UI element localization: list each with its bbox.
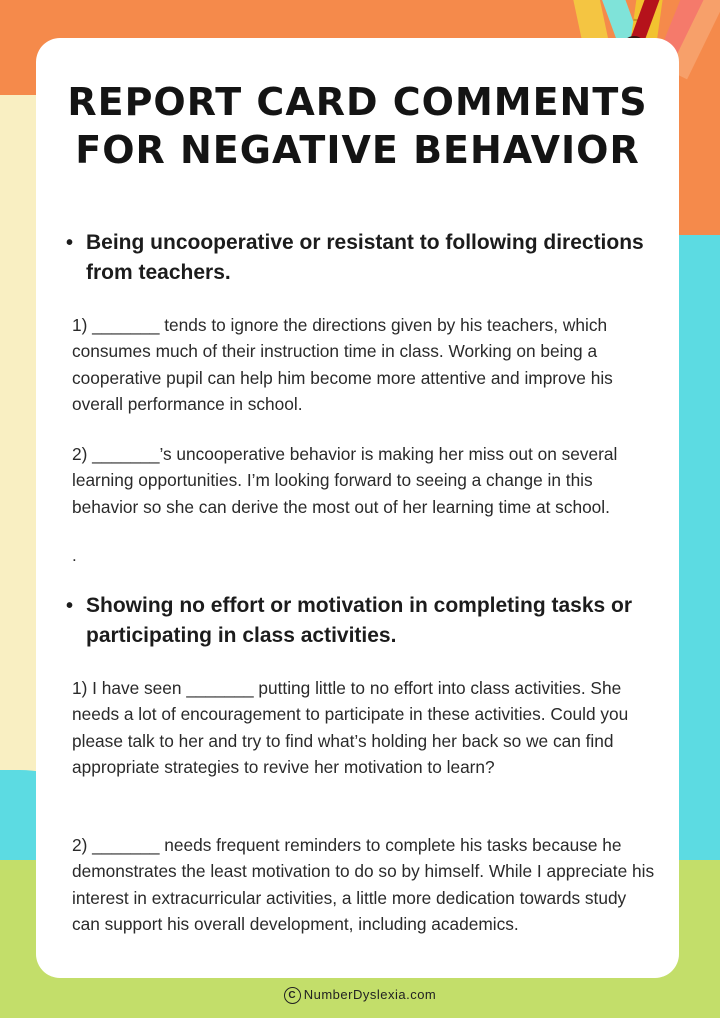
- page-title: [36, 78, 679, 174]
- footer-site-name: NumberDyslexia.com: [303, 987, 437, 1002]
- comment-no-effort-2: 2) _______ needs frequent reminders to complete his tasks because he demonstrates the least motivation to do so by himself. While I appreciate his interest in extracurricular activities, a little more dedication towards study can support his overall development, including academics.: [72, 835, 655, 934]
- report-card-panel: [36, 38, 679, 978]
- trailing-period: .: [72, 546, 77, 565]
- section-heading-no-effort: • Showing no effort or motivation in completing tasks or participating in class activities.: [86, 591, 666, 651]
- page-title-line-1: REPORT CARD COMMENTS: [67, 80, 648, 124]
- section-heading-uncooperative: • Being uncooperative or resistant to following directions from teachers.: [86, 228, 666, 288]
- comment-uncooperative-1: 1) _______ tends to ignore the directions given by his teachers, which consumes much of their instruction time in class. Working on being a cooperative pupil can help him become more attentive and improve his overall performance in school.: [72, 315, 613, 414]
- copyright-icon: C: [284, 987, 301, 1004]
- comment-uncooperative-2: 2) _______’s uncooperative behavior is making her miss out on several learning opportunities. I’m looking forward to seeing a change in this behavior so she can derive the most out of her learning time at school.: [72, 444, 618, 517]
- page-title-line-2: FOR NEGATIVE BEHAVIOR: [75, 128, 640, 172]
- comment-no-effort-1: 1) I have seen _______ putting little to no effort into class activities. She needs a lot of encouragement to participate in these activities. Could you please talk to her and try to find what’s holding her back so we can find appropriate strategies to revive her motivation to learn?: [72, 678, 629, 777]
- footer-credit: [0, 987, 720, 1004]
